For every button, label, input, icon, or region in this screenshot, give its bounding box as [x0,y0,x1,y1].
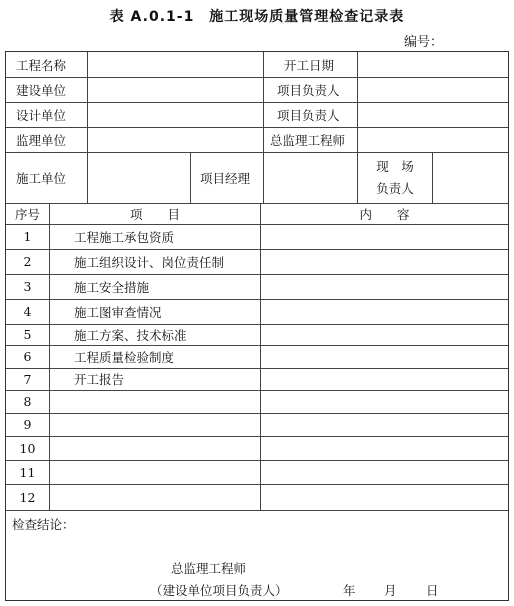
row-content-field[interactable] [261,390,508,413]
row-item: 施工图审查情况 [74,304,162,320]
row-content-field[interactable] [261,413,508,436]
date-day-label: 日 [426,583,439,598]
project-name-field[interactable] [88,52,263,77]
row-number: 10 [19,440,36,456]
chief-engineer-field[interactable] [358,127,508,152]
row-content-field[interactable] [261,249,508,274]
row-item: 工程质量检验制度 [74,349,175,365]
contractor-field[interactable] [88,152,190,203]
row-number: 3 [23,279,32,294]
project-manager-field[interactable] [264,152,357,203]
project-manager-label: 项目经理 [200,170,251,186]
chief-engineer-label: 总监理工程师 [270,132,346,148]
row-number: 5 [23,327,32,342]
conclusion-field[interactable] [12,536,502,564]
row-content-field[interactable] [261,324,508,345]
row-number: 8 [23,394,32,409]
supervision-unit-field[interactable] [88,127,263,152]
row-content-field[interactable] [261,484,508,510]
content-column-header: 内 容 [359,206,410,222]
item-column-header: 项 目 [129,206,180,222]
contractor-label: 施工单位 [16,170,67,186]
row-number: 1 [23,229,32,244]
site-leader-label-line1: 现 场 [376,158,414,174]
row-item: 开工报告 [74,372,125,387]
design-unit-field[interactable] [88,102,263,127]
row-item: 工程施工承包资质 [74,229,175,245]
row-item: 施工方案、技术标准 [74,327,187,343]
construction-leader-signature-label: （建设单位项目负责人） [150,583,288,598]
start-date-field[interactable] [358,52,508,77]
site-leader-label [358,152,432,203]
row-content-field[interactable] [261,345,508,368]
row-number: 9 [23,417,32,432]
form-number-label: 编号： [404,35,444,50]
row-item: 施工组织设计、岗位责任制 [74,254,225,270]
design-project-leader-label: 项目负责人 [277,107,340,123]
supervision-unit-label: 监理单位 [16,132,67,148]
project-name-label: 工程名称 [16,57,67,73]
construction-unit-field[interactable] [88,77,263,102]
project-leader-label: 项目负责人 [277,82,340,98]
row-item: 施工安全措施 [74,279,150,295]
design-project-leader-field[interactable] [358,102,508,127]
row-content-field[interactable] [261,224,508,249]
inspection-record-form [5,51,509,601]
row-number: 7 [23,371,32,387]
chief-engineer-signature-label: 总监理工程师 [171,561,247,576]
row-content-field[interactable] [261,460,508,484]
row-content-field[interactable] [261,274,508,299]
site-leader-field[interactable] [433,152,508,203]
row-content-field[interactable] [261,299,508,324]
row-number: 4 [23,304,32,319]
date-month-label: 月 [384,583,397,598]
row-content-field[interactable] [261,436,508,460]
row-number: 6 [23,349,32,364]
project-leader-field[interactable] [358,77,508,102]
row-number: 2 [23,254,32,269]
site-leader-label-line2: 负责人 [376,180,414,196]
date-year-label: 年 [343,583,356,598]
form-title: 表 A.0.1-1 施工现场质量管理检查记录表 [109,9,405,25]
construction-unit-label: 建设单位 [16,82,67,98]
row-content-field[interactable] [261,368,508,390]
conclusion-label: 检查结论： [12,517,75,532]
row-number: 12 [19,489,36,505]
row-number: 11 [19,464,36,480]
seq-column-header: 序号 [14,206,40,222]
start-date-label: 开工日期 [284,57,335,73]
design-unit-label: 设计单位 [16,107,67,123]
